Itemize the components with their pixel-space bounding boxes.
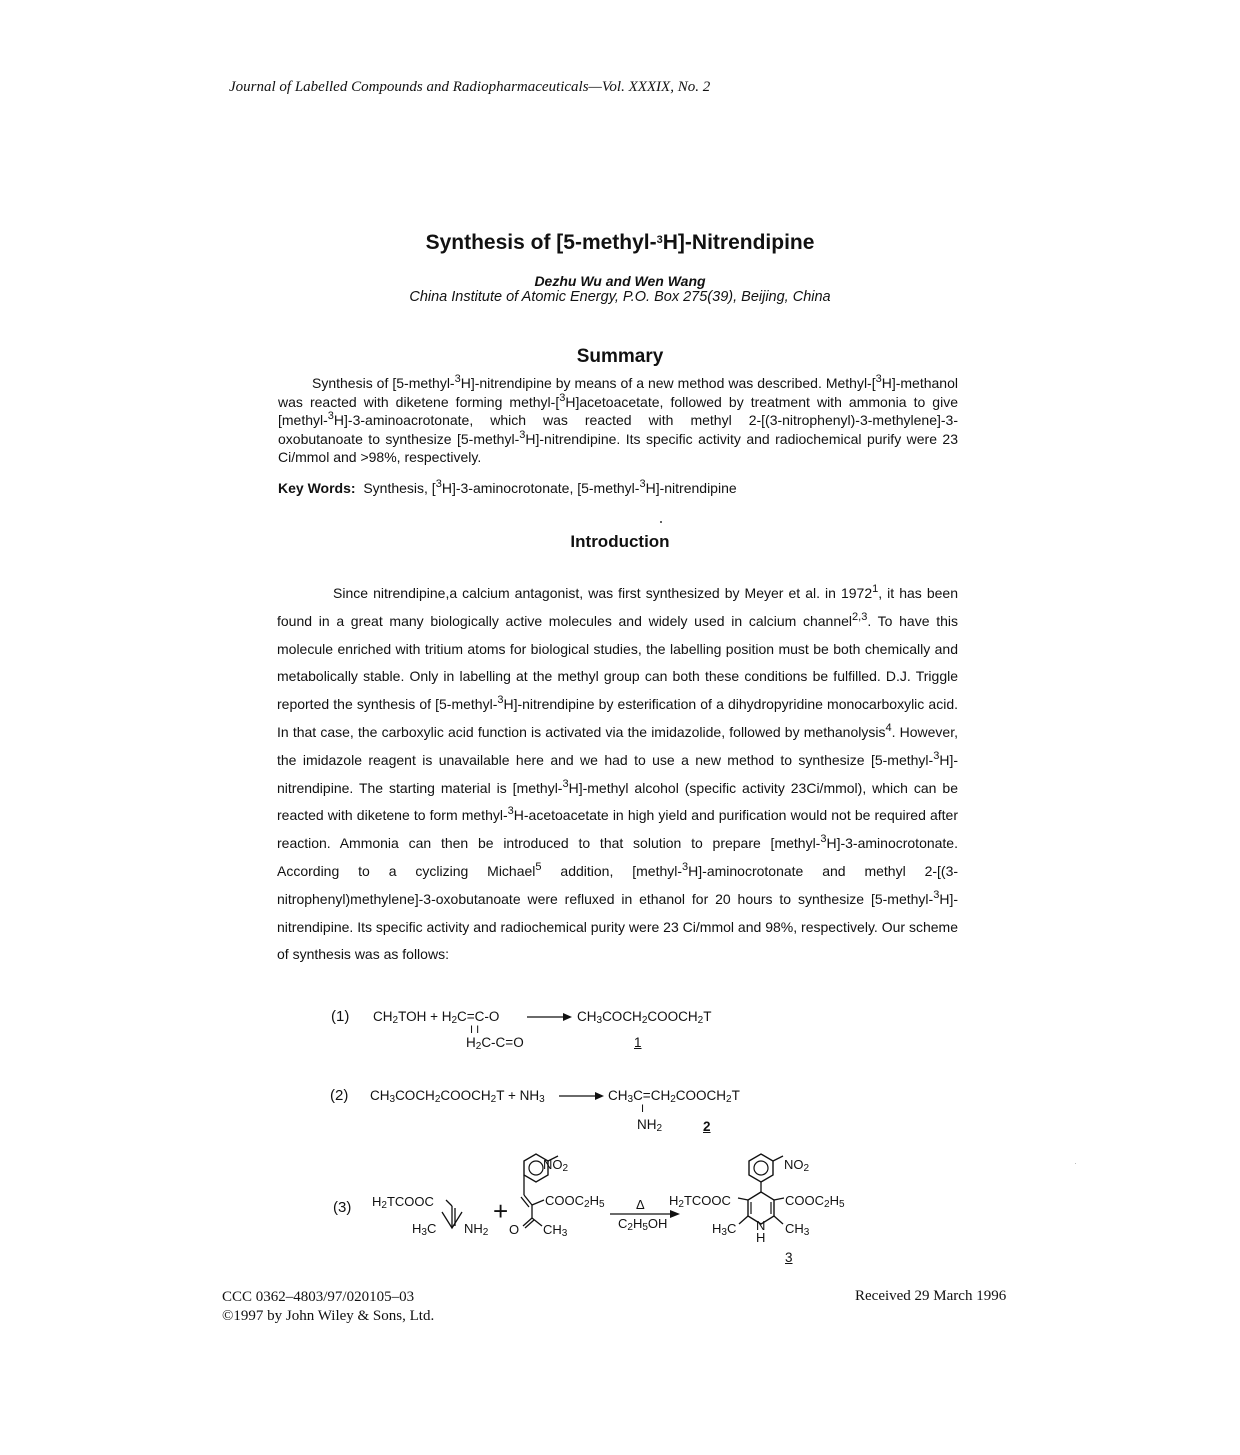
bond (532, 1218, 542, 1226)
superscript: 4 (885, 721, 892, 734)
subscript: 2 (627, 1222, 633, 1233)
formula-text: H (589, 1193, 599, 1208)
subscript: 2 (670, 1094, 676, 1105)
formula-text: C-C=O (481, 1035, 524, 1050)
superscript: 3 (562, 777, 569, 790)
subscript: 2 (434, 1094, 441, 1105)
product-nitro (784, 1157, 809, 1174)
bond (521, 1197, 529, 1207)
keywords (278, 480, 958, 496)
subscript: 3 (561, 1228, 568, 1239)
equation-1-lower (466, 1035, 524, 1052)
equation-2-lower (637, 1117, 662, 1134)
formula-text: TCOOC (683, 1193, 731, 1208)
text-run: Since nitrendipine,a calcium antagonist, was first synthesized by Meyer et al. in 1972 (333, 585, 873, 601)
aromatic-circle (529, 1161, 543, 1175)
formula-text: C (726, 1221, 737, 1236)
subscript: 2 (678, 1199, 684, 1210)
introduction-text (277, 580, 958, 969)
product-methyl-right (785, 1221, 809, 1238)
summary-text (278, 374, 958, 467)
authors: Dezhu Wu and Wen Wang (534, 273, 706, 289)
superscript: 3 (875, 373, 882, 385)
superscript: 3 (454, 373, 461, 385)
text-run: H]-3-aminocrotonate. According to a cyclizing Michael (277, 835, 958, 879)
stray-dot (660, 521, 662, 523)
superscript: 3 (519, 428, 526, 441)
subscript: 3 (721, 1227, 727, 1238)
superscript: 3 (933, 749, 940, 762)
text-run: H]-nitrendipine. Its specific activity and radiochemical purity were 23 Ci/mmol and 98%, respectively. Our scheme of synthesis was as follows: (277, 890, 958, 963)
subscript: 3 (627, 1094, 634, 1105)
superscript: 3 (327, 410, 334, 422)
formula-text: H (466, 1035, 476, 1050)
equation-1-product (577, 1009, 711, 1026)
superscript: 5 (535, 860, 542, 873)
formula-text: H (412, 1221, 422, 1236)
superscript: 3 (435, 478, 442, 490)
equation-2-bond: I (641, 1103, 645, 1115)
ccc-code: CCC 0362–4803/97/020105–03 (222, 1289, 415, 1305)
subscript: 3 (421, 1227, 427, 1238)
copyright: ©1997 by John Wiley & Sons, Ltd. (222, 1308, 435, 1324)
formula-text: C=C-O (457, 1009, 500, 1024)
bond (739, 1216, 748, 1224)
text-run: H-acetoacetate in high yield and purification would not be required after reaction. Ammonia can then be introduced to that solution to prepare [methyl- (277, 807, 958, 852)
formula-text: T (703, 1009, 712, 1024)
paper-title (0, 231, 1240, 255)
text-run: . To have this molecule enriched with tritium atoms for biological studies, the labelling position must be both chemically and metabolically stable. Only in labelling at the methyl group can both these conditions be fulfilled. D.J. Triggle reported the synthesis of [5-methyl- (277, 612, 958, 713)
footer-left (222, 1288, 434, 1326)
text-run: , it has been found in a great many biologically active molecules and widely used in calcium channel (277, 585, 958, 629)
equation-1-number: (1) (331, 1008, 350, 1025)
formula-text: NO (784, 1157, 804, 1172)
formula-text: TOH + H (398, 1009, 452, 1024)
bond (524, 1195, 532, 1205)
subscript: 5 (642, 1222, 648, 1233)
superscript: 3 (682, 860, 689, 873)
subscript: 2 (824, 1199, 830, 1210)
formula-text: TCOOC (386, 1194, 434, 1209)
formula-text: CH (373, 1009, 393, 1024)
subscript: 2 (490, 1094, 497, 1105)
text-run: addition, [methyl- (541, 862, 683, 879)
bond (523, 1218, 532, 1226)
bond (774, 1216, 783, 1224)
bond (525, 1220, 534, 1228)
text-run: . However, the imidazole reagent is unavailable here and we had to use a new method to synthesize [5-methyl- (277, 723, 958, 768)
subscript: 2 (641, 1015, 648, 1026)
reactant1-amine (464, 1221, 488, 1238)
superscript: 3 (820, 833, 827, 846)
product-nitrogen: N (756, 1218, 766, 1233)
superscript: 1 (872, 583, 879, 595)
superscript: 2,3 (852, 610, 868, 623)
subscript: 3 (389, 1094, 396, 1105)
reaction-arrow-2 (559, 1090, 605, 1102)
subscript: 3 (596, 1015, 603, 1026)
subscript: 3 (539, 1094, 545, 1105)
subscript: 2 (697, 1015, 704, 1026)
text-run: Synthesis, [ (363, 480, 436, 496)
subscript: 2 (451, 1015, 458, 1026)
equation-1-bonds: I I (470, 1024, 480, 1036)
benzene-ring (749, 1154, 773, 1182)
text-run: H]-3-aminocrotonate, [5-methyl- (441, 480, 640, 496)
formula-text: H (669, 1193, 679, 1208)
subscript: 2 (562, 1163, 569, 1174)
superscript: 3 (507, 805, 514, 818)
bond (773, 1156, 783, 1161)
subscript: 2 (392, 1015, 399, 1026)
title-sup: 3 (656, 234, 663, 246)
superscript: 3 (933, 888, 940, 901)
superscript: 3 (497, 694, 504, 707)
reactant1-ester (372, 1194, 434, 1211)
equation-3-number: (3) (333, 1199, 352, 1216)
product-hydrogen: H (756, 1230, 766, 1245)
text-run: Synthesis of [5-methyl- (312, 375, 455, 391)
reactant2-ester (545, 1193, 605, 1210)
text-run: H]-nitrendipine. Its specific activity and radiochemical purify were 23 Ci/mmol and >98%, respectively. (278, 430, 959, 465)
plus-sign: + (493, 1196, 509, 1226)
compound-label-1: 1 (634, 1035, 642, 1050)
text-run: H]-nitrendipine (645, 480, 737, 496)
compound-label-2: 2 (703, 1119, 711, 1134)
compound-label-3: 3 (785, 1250, 793, 1265)
reactant2-oxygen: O (509, 1222, 520, 1237)
formula-text: CH (370, 1088, 390, 1103)
bond (738, 1198, 748, 1200)
formula-text: COOCH (440, 1088, 491, 1103)
subscript: 2 (584, 1199, 590, 1210)
formula-text: COOCH (675, 1088, 727, 1103)
subscript: 5 (838, 1199, 845, 1210)
text-run: H]-3-aminoacrotonate, which was reacted with methyl 2-[(3-nitrophenyl)-3-methylene]-3-oxobutanoate to synthesize [5-methyl- (278, 412, 958, 447)
aromatic-circle (754, 1161, 768, 1175)
formula-text: NO (543, 1157, 563, 1172)
subscript: 3 (803, 1227, 810, 1238)
formula-text: COOC (785, 1193, 824, 1208)
scan-speck (1075, 1163, 1076, 1164)
subscript: 2 (656, 1123, 663, 1134)
introduction-heading: Introduction (570, 532, 670, 551)
subscript: 2 (475, 1041, 482, 1052)
formula-text: CH (785, 1221, 804, 1236)
text-run: H]-aminocrotonate and methyl 2-[(3-nitrophenyl)methylene]-3-oxobutanoate were refluxed in ethanol for 20 hours to synthesize [5-methyl- (277, 862, 959, 907)
solvent-label (618, 1216, 667, 1233)
equation-2-number: (2) (330, 1087, 349, 1104)
formula-text: H (712, 1221, 722, 1236)
reactant1-methyl (412, 1221, 436, 1238)
formula-text: NH (637, 1117, 657, 1132)
affiliation: China Institute of Atomic Energy, P.O. Box 275(39), Beijing, China (409, 289, 831, 305)
text-run: H]-nitrendipine by esterification of a dihydropyridine monocarboxylic acid. In that case, the carboxylic acid function is activated via the imidazolide, followed by methanolysis (277, 696, 958, 740)
formula-text: COOCH (647, 1009, 698, 1024)
title-part: Synthesis of [5-methyl- (425, 231, 657, 254)
title-part: H]-Nitrendipine (662, 231, 815, 254)
equation-2-product (608, 1088, 740, 1105)
equation-2-reactants (370, 1088, 545, 1105)
keywords-label: Key Words: (278, 480, 356, 496)
heat-symbol: Δ (636, 1197, 645, 1212)
product-ester-left (669, 1193, 731, 1210)
bond (774, 1198, 784, 1200)
formula-text: OH (647, 1216, 668, 1231)
summary-heading: Summary (576, 346, 664, 367)
formula-text: COCH (395, 1088, 435, 1103)
product-ester-right (785, 1193, 845, 1210)
formula-text: H (632, 1216, 643, 1231)
formula-text: COOC (545, 1193, 584, 1208)
received-date: Received 29 March 1996 (855, 1288, 1007, 1304)
formula-text: NH (464, 1221, 483, 1236)
formula-text: COCH (602, 1009, 642, 1024)
formula-text: C=CH (633, 1088, 671, 1103)
subscript: 2 (803, 1163, 810, 1174)
formula-text: T + NH (496, 1088, 540, 1103)
bond (532, 1200, 544, 1205)
reactant2-nitro (543, 1157, 568, 1174)
journal-header: Journal of Labelled Compounds and Radiopharmaceuticals—Vol. XXXIX, No. 2 (229, 79, 711, 95)
formula-text: C (426, 1221, 437, 1236)
equation-1-reactants (373, 1009, 499, 1026)
bond (446, 1200, 452, 1206)
reactant2-methyl (543, 1222, 567, 1239)
text-run: H]acetoacetate, followed by treatment with ammonia to give [methyl- (278, 393, 958, 428)
formula-text: CH (577, 1009, 597, 1024)
subscript: 5 (598, 1199, 605, 1210)
formula-text: CH (608, 1088, 628, 1103)
reaction-arrow-1 (527, 1011, 573, 1023)
text-run: H]-methanol was reacted with diketene forming methyl-[ (278, 375, 958, 410)
formula-text: T (731, 1088, 740, 1103)
formula-text: CH (543, 1222, 562, 1237)
formula-text: C (618, 1216, 628, 1231)
text-run: H]-nitrendipine by means of a new method was described. Methyl-[ (460, 375, 876, 391)
text-run: H]-methyl alcohol (specific activity 23Ci/mmol), which can be reacted with diketene to form methyl- (277, 779, 958, 824)
subscript: 2 (482, 1227, 489, 1238)
superscript: 3 (559, 391, 566, 404)
superscript: 3 (639, 478, 646, 490)
subscript: 2 (381, 1200, 387, 1211)
arrow-head (670, 1210, 680, 1218)
formula-text: H (829, 1193, 839, 1208)
subscript: 2 (726, 1094, 732, 1105)
product-methyl-left (712, 1221, 736, 1238)
text-run: H]-nitrendipine. The starting material is [methyl- (277, 751, 958, 796)
formula-text: H (372, 1194, 382, 1209)
